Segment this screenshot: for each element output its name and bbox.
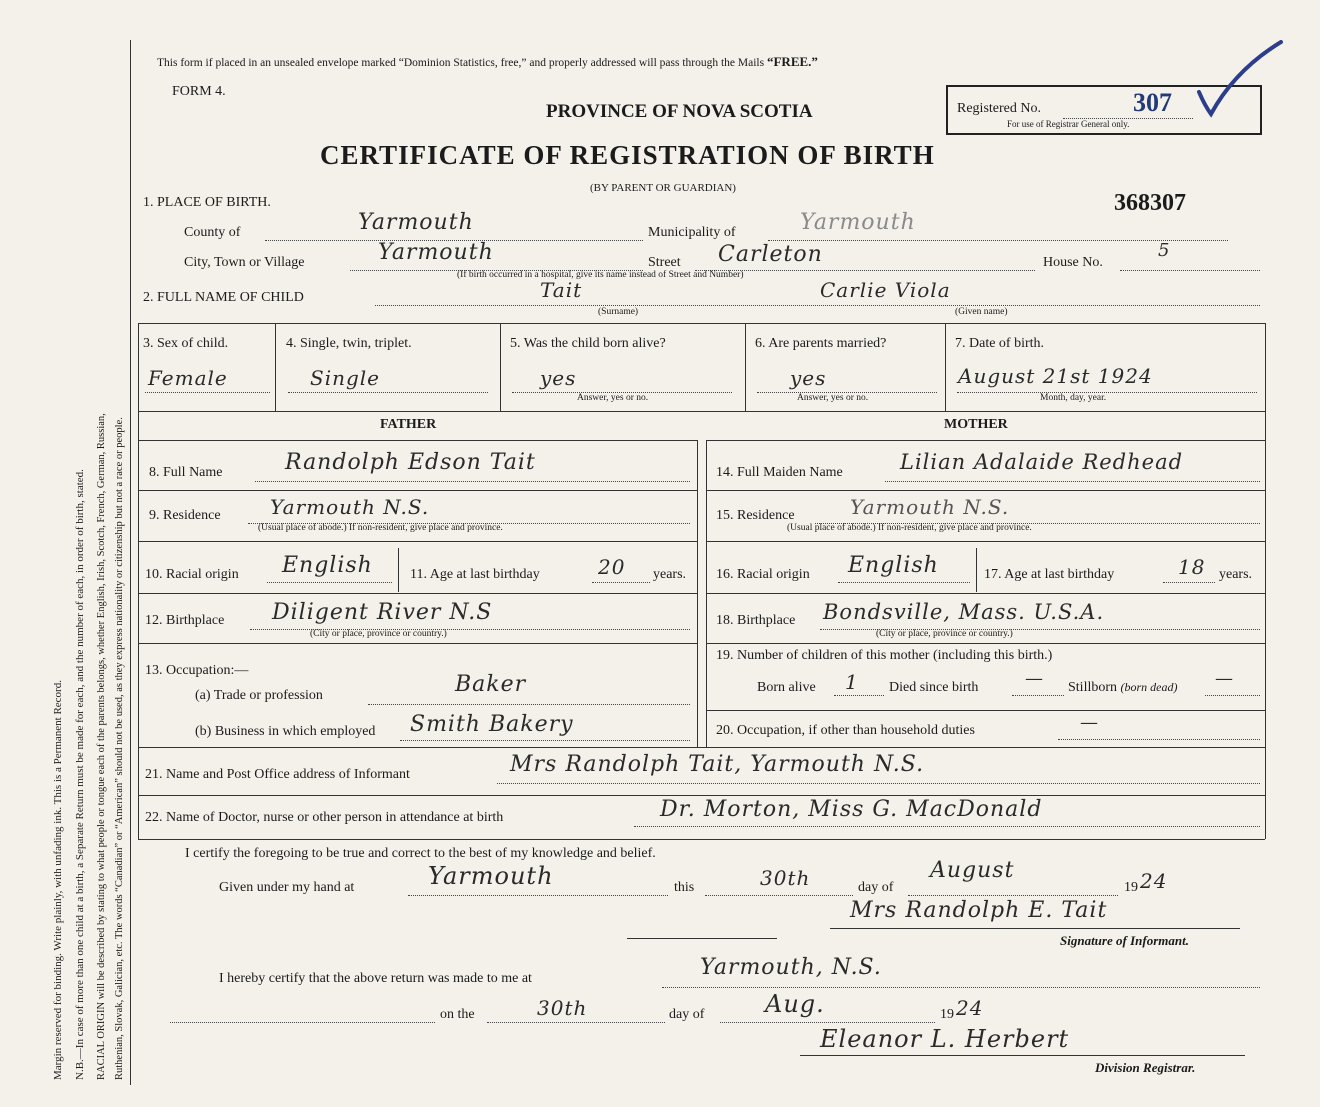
- municipality-label: Municipality of: [648, 225, 736, 240]
- margin-note-racial-origin-1: RACIAL ORIGIN will be described by stating to what people or tongue each of the parents belongs, whether English, Irish, Scotch, French, German, Russian,: [96, 413, 107, 1080]
- alive-value: yes: [540, 366, 577, 390]
- father-trade-label: (a) Trade or profession: [195, 688, 323, 703]
- mother-name-label: 14. Full Maiden Name: [716, 465, 843, 480]
- dob-note: Month, day, year.: [1040, 393, 1107, 403]
- county-value: Yarmouth: [358, 210, 474, 235]
- mother-occupation-value: —: [1080, 712, 1099, 733]
- given-this-label: this: [674, 880, 695, 895]
- father-birthplace-label: 12. Birthplace: [145, 613, 225, 628]
- given-name-note: (Given name): [955, 307, 1008, 317]
- municipality-value: Yarmouth: [800, 210, 916, 235]
- sex-label: 3. Sex of child.: [143, 336, 229, 351]
- surname-note: (Surname): [598, 307, 639, 317]
- mother-age-value: 18: [1178, 555, 1206, 579]
- informant-signature-label: Signature of Informant.: [1060, 933, 1189, 948]
- child-name-label: 2. FULL NAME OF CHILD: [143, 290, 304, 305]
- checkmark-icon: [1195, 40, 1285, 120]
- mother-birthplace-value: Bondsville, Mass. U.S.A.: [823, 600, 1105, 624]
- father-name-label: 8. Full Name: [149, 465, 223, 480]
- born-alive-label: Born alive: [757, 680, 816, 695]
- given-day-of-label: day of: [858, 880, 894, 895]
- certificate-subtitle: (BY PARENT OR GUARDIAN): [590, 182, 736, 194]
- father-racial-label: 10. Racial origin: [145, 567, 239, 582]
- form-number: FORM 4.: [172, 84, 226, 99]
- married-label: 6. Are parents married?: [755, 336, 887, 351]
- died-since-birth-value: —: [1025, 668, 1044, 689]
- alive-label: 5. Was the child born alive?: [510, 336, 666, 351]
- house-number-label: House No.: [1043, 255, 1103, 270]
- dob-label: 7. Date of birth.: [955, 336, 1045, 351]
- father-trade-value: Baker: [455, 672, 527, 697]
- registrar-place-value: Yarmouth, N.S.: [700, 955, 882, 980]
- given-under-hand-label: Given under my hand at: [219, 880, 355, 895]
- father-residence-value: Yarmouth N.S.: [270, 495, 430, 519]
- registrar-statement: I hereby certify that the above return was made to me at: [219, 971, 532, 986]
- certificate-title: CERTIFICATE OF REGISTRATION OF BIRTH: [320, 140, 935, 170]
- sex-value: Female: [148, 366, 228, 390]
- registrar-day-value: 30th: [537, 996, 588, 1020]
- street-value: Carleton: [718, 242, 823, 267]
- serial-number: 368307: [1114, 190, 1186, 216]
- informant-label: 21. Name and Post Office address of Informant: [145, 767, 410, 782]
- father-birthplace-value: Diligent River N.S: [272, 600, 493, 625]
- stillborn-value: —: [1215, 668, 1234, 689]
- mother-children-label: 19. Number of children of this mother (including this birth.): [716, 648, 1053, 663]
- mother-residence-value: Yarmouth N.S.: [850, 495, 1010, 519]
- father-residence-label: 9. Residence: [149, 508, 221, 523]
- child-surname-value: Tait: [540, 278, 583, 302]
- father-heading: FATHER: [380, 417, 437, 432]
- registrar-on-the-label: on the: [440, 1007, 475, 1022]
- province-heading: PROVINCE OF NOVA SCOTIA: [546, 101, 813, 122]
- given-day-value: 30th: [760, 866, 811, 890]
- mother-birthplace-label: 18. Birthplace: [716, 613, 796, 628]
- registrar-year-prefix: 19: [940, 1007, 954, 1022]
- registrar-signature: Eleanor L. Herbert: [820, 1025, 1070, 1053]
- stillborn-label: Stillborn (born dead): [1068, 680, 1178, 695]
- plurality-label: 4. Single, twin, triplet.: [286, 336, 412, 351]
- city-value: Yarmouth: [378, 240, 494, 265]
- father-name-value: Randolph Edson Tait: [285, 450, 536, 475]
- city-label: City, Town or Village: [184, 255, 305, 270]
- county-label: County of: [184, 225, 241, 240]
- division-registrar-label: Division Registrar.: [1095, 1060, 1196, 1075]
- house-number-value: 5: [1158, 240, 1171, 261]
- street-label: Street: [648, 255, 681, 270]
- father-age-unit: years.: [653, 567, 687, 582]
- father-age-label: 11. Age at last birthday: [410, 567, 540, 582]
- child-given-value: Carlie Viola: [820, 278, 951, 302]
- registrar-day-of-label: day of: [669, 1007, 705, 1022]
- margin-note-binding: Margin reserved for binding. Write plainly, with unfading ink. This is a Permanent Record.: [52, 680, 64, 1080]
- dob-value: August 21st 1924: [958, 364, 1153, 388]
- mother-birthplace-note: (City or place, province or country.): [876, 629, 1013, 639]
- mother-racial-value: English: [848, 553, 939, 578]
- margin-divider: [130, 40, 131, 1085]
- informant-value: Mrs Randolph Tait, Yarmouth N.S.: [510, 752, 925, 777]
- mother-racial-label: 16. Racial origin: [716, 567, 810, 582]
- mother-heading: MOTHER: [944, 417, 1008, 432]
- registrar-month-value: Aug.: [765, 990, 825, 1018]
- margin-note-multiple-births: N.B.—In case of more than one child at a birth, a Separate Return must be made for each, and the number of each, in order of birth, stated.: [74, 469, 86, 1080]
- given-year-value: 24: [1140, 869, 1168, 893]
- informant-signature: Mrs Randolph E. Tait: [850, 898, 1108, 923]
- father-residence-note: (Usual place of abode.) If non-resident, give place and province.: [258, 523, 503, 533]
- mother-residence-label: 15. Residence: [716, 508, 795, 523]
- registered-number-label: Registered No.: [957, 101, 1041, 116]
- died-since-birth-label: Died since birth: [889, 680, 979, 695]
- given-month-value: August: [930, 858, 1015, 883]
- mother-residence-note: (Usual place of abode.) If non-resident, give place and province.: [787, 523, 1032, 533]
- mother-age-unit: years.: [1219, 567, 1253, 582]
- born-alive-value: 1: [845, 670, 859, 694]
- married-note: Answer, yes or no.: [797, 393, 869, 403]
- mother-name-value: Lilian Adalaide Redhead: [900, 450, 1184, 474]
- street-note: (If birth occurred in a hospital, give its name instead of Street and Number): [457, 270, 744, 280]
- alive-note: Answer, yes or no.: [577, 393, 649, 403]
- registered-number-note: For use of Registrar General only.: [1007, 119, 1130, 129]
- registered-number-value: 307: [1133, 88, 1172, 117]
- father-birthplace-note: (City or place, province or country.): [310, 629, 447, 639]
- mother-age-label: 17. Age at last birthday: [984, 567, 1115, 582]
- married-value: yes: [790, 366, 827, 390]
- plurality-value: Single: [310, 366, 381, 390]
- father-business-value: Smith Bakery: [410, 712, 574, 737]
- father-business-label: (b) Business in which employed: [195, 724, 376, 739]
- given-place-value: Yarmouth: [428, 862, 554, 890]
- doctor-value: Dr. Morton, Miss G. MacDonald: [660, 797, 1043, 822]
- given-year-prefix: 19: [1124, 880, 1138, 895]
- mother-occupation-label: 20. Occupation, if other than household duties: [716, 723, 975, 738]
- registrar-year-value: 24: [956, 996, 984, 1020]
- father-racial-value: English: [282, 553, 373, 578]
- father-occupation-label: 13. Occupation:—: [145, 663, 249, 678]
- doctor-label: 22. Name of Doctor, nurse or other person in attendance at birth: [145, 810, 504, 825]
- margin-note-racial-origin-2: Ruthenian, Slovak, Galician, etc. The words “Canadian” or “American” should not be used, as they express nationality or citizenship but not a race or people.: [114, 417, 125, 1080]
- place-of-birth-heading: 1. PLACE OF BIRTH.: [143, 195, 271, 210]
- father-age-value: 20: [598, 555, 626, 579]
- mail-notice: This form if placed in an unsealed envelope marked “Dominion Statistics, free,” and properly addressed will pass through the Mails “FREE.”: [157, 54, 818, 69]
- certify-statement: I certify the foregoing to be true and correct to the best of my knowledge and belief.: [185, 846, 656, 861]
